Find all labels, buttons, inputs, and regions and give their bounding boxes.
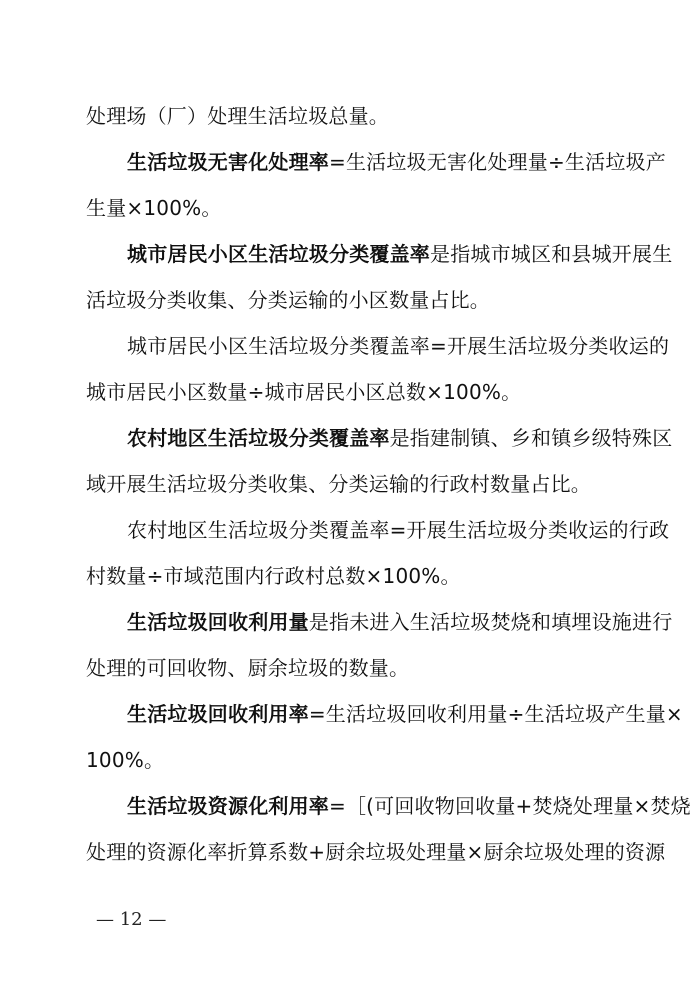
plain-text: 是指建制镇、乡和镇乡级特殊区	[389, 426, 673, 450]
plain-text: =［(可回收物回收量+焚烧处理量×焚烧	[329, 794, 691, 818]
text-line-9	[86, 470, 616, 498]
plain-text: =生活垃圾回收利用量÷生活垃圾产生量×	[308, 702, 683, 726]
plain-text: 生量×100%。	[86, 196, 222, 220]
plain-text: 活垃圾分类收集、分类运输的小区数量占比。	[86, 288, 490, 312]
text-line-13	[86, 654, 616, 682]
text-line-2	[127, 148, 666, 176]
plain-text: 是指城市城区和县城开展生	[430, 242, 673, 266]
text-line-11	[86, 562, 616, 590]
text-line-8	[127, 424, 673, 452]
text-line-7	[86, 378, 616, 406]
text-line-3	[86, 194, 616, 222]
term-bold: 生活垃圾资源化利用率	[127, 794, 329, 818]
plain-text: 农村地区生活垃圾分类覆盖率=开展生活垃圾分类收运的行政	[127, 518, 670, 542]
page-number: — 12 —	[96, 909, 167, 930]
text-line-5	[86, 286, 616, 314]
text-line-10	[127, 516, 670, 544]
term-bold: 生活垃圾无害化处理率	[127, 150, 329, 174]
plain-text: 村数量÷市域范围内行政村总数×100%。	[86, 564, 461, 588]
text-line-15	[86, 746, 616, 774]
term-bold: 农村地区生活垃圾分类覆盖率	[127, 426, 390, 450]
text-line-16	[127, 792, 691, 820]
term-bold: 生活垃圾回收利用率	[127, 702, 309, 726]
text-line-6	[127, 332, 670, 360]
plain-text: 城市居民小区生活垃圾分类覆盖率=开展生活垃圾分类收运的	[127, 334, 670, 358]
plain-text: 城市居民小区数量÷城市居民小区总数×100%。	[86, 380, 522, 404]
plain-text: 处理的资源化率折算系数+厨余垃圾处理量×厨余垃圾处理的资源	[86, 840, 666, 864]
plain-text: =生活垃圾无害化处理量÷生活垃圾产	[329, 150, 666, 174]
term-bold: 城市居民小区生活垃圾分类覆盖率	[127, 242, 430, 266]
plain-text: 处理场（厂）处理生活垃圾总量。	[86, 104, 389, 128]
plain-text: 100%。	[86, 748, 165, 772]
text-line-4	[127, 240, 673, 268]
plain-text: 处理的可回收物、厨余垃圾的数量。	[86, 656, 410, 680]
term-bold: 生活垃圾回收利用量	[127, 610, 309, 634]
text-line-12	[127, 608, 673, 636]
text-line-17	[86, 838, 666, 866]
plain-text: 域开展生活垃圾分类收集、分类运输的行政村数量占比。	[86, 472, 591, 496]
plain-text: 是指未进入生活垃圾焚烧和填埋设施进行	[308, 610, 673, 634]
text-line-14	[127, 700, 683, 728]
text-line-1	[86, 102, 616, 130]
